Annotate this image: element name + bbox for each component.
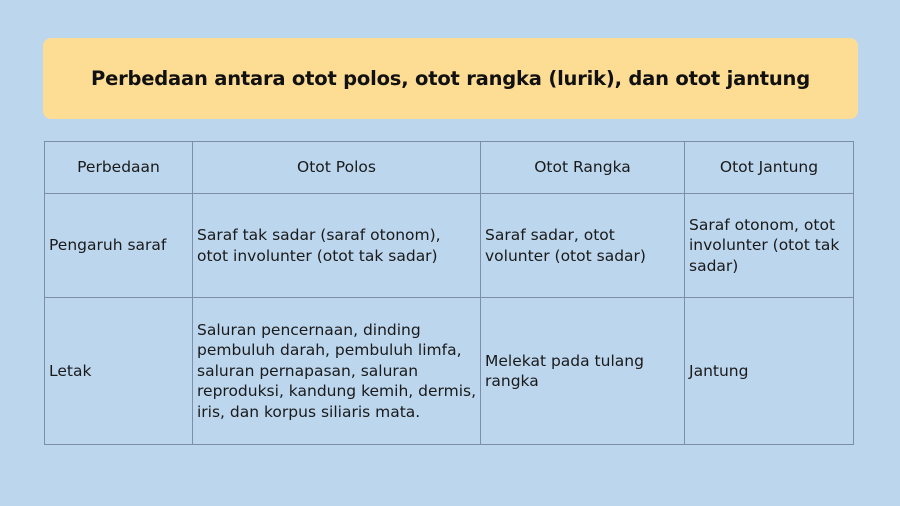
table-row — [45, 194, 854, 298]
header-otot-polos: Otot Polos — [193, 142, 481, 194]
cell-pengaruh-saraf-label: Pengaruh saraf — [45, 194, 193, 298]
cell-pengaruh-saraf-otot-rangka: Saraf sadar, otot volunter (otot sadar) — [481, 194, 685, 298]
table-header-row — [45, 142, 854, 194]
cell-letak-otot-polos: Saluran pencernaan, dinding pembuluh darah, pembuluh limfa, saluran pernapasan, saluran reproduksi, kandung kemih, dermis, iris, dan korpus siliaris mata. — [193, 298, 481, 445]
page-title: Perbedaan antara otot polos, otot rangka (lurik), dan otot jantung — [90, 67, 810, 90]
table-row — [45, 298, 854, 445]
cell-letak-label: Letak — [45, 298, 193, 445]
header-otot-jantung: Otot Jantung — [685, 142, 854, 194]
cell-pengaruh-saraf-otot-jantung: Saraf otonom, otot involunter (otot tak sadar) — [685, 194, 854, 298]
cell-letak-otot-jantung: Jantung — [685, 298, 854, 445]
title-banner — [43, 38, 858, 119]
cell-letak-otot-rangka: Melekat pada tulang rangka — [481, 298, 685, 445]
cell-pengaruh-saraf-otot-polos: Saraf tak sadar (saraf otonom), otot involunter (otot tak sadar) — [193, 194, 481, 298]
header-otot-rangka: Otot Rangka — [481, 142, 685, 194]
comparison-table — [44, 141, 854, 445]
header-perbedaan: Perbedaan — [45, 142, 193, 194]
